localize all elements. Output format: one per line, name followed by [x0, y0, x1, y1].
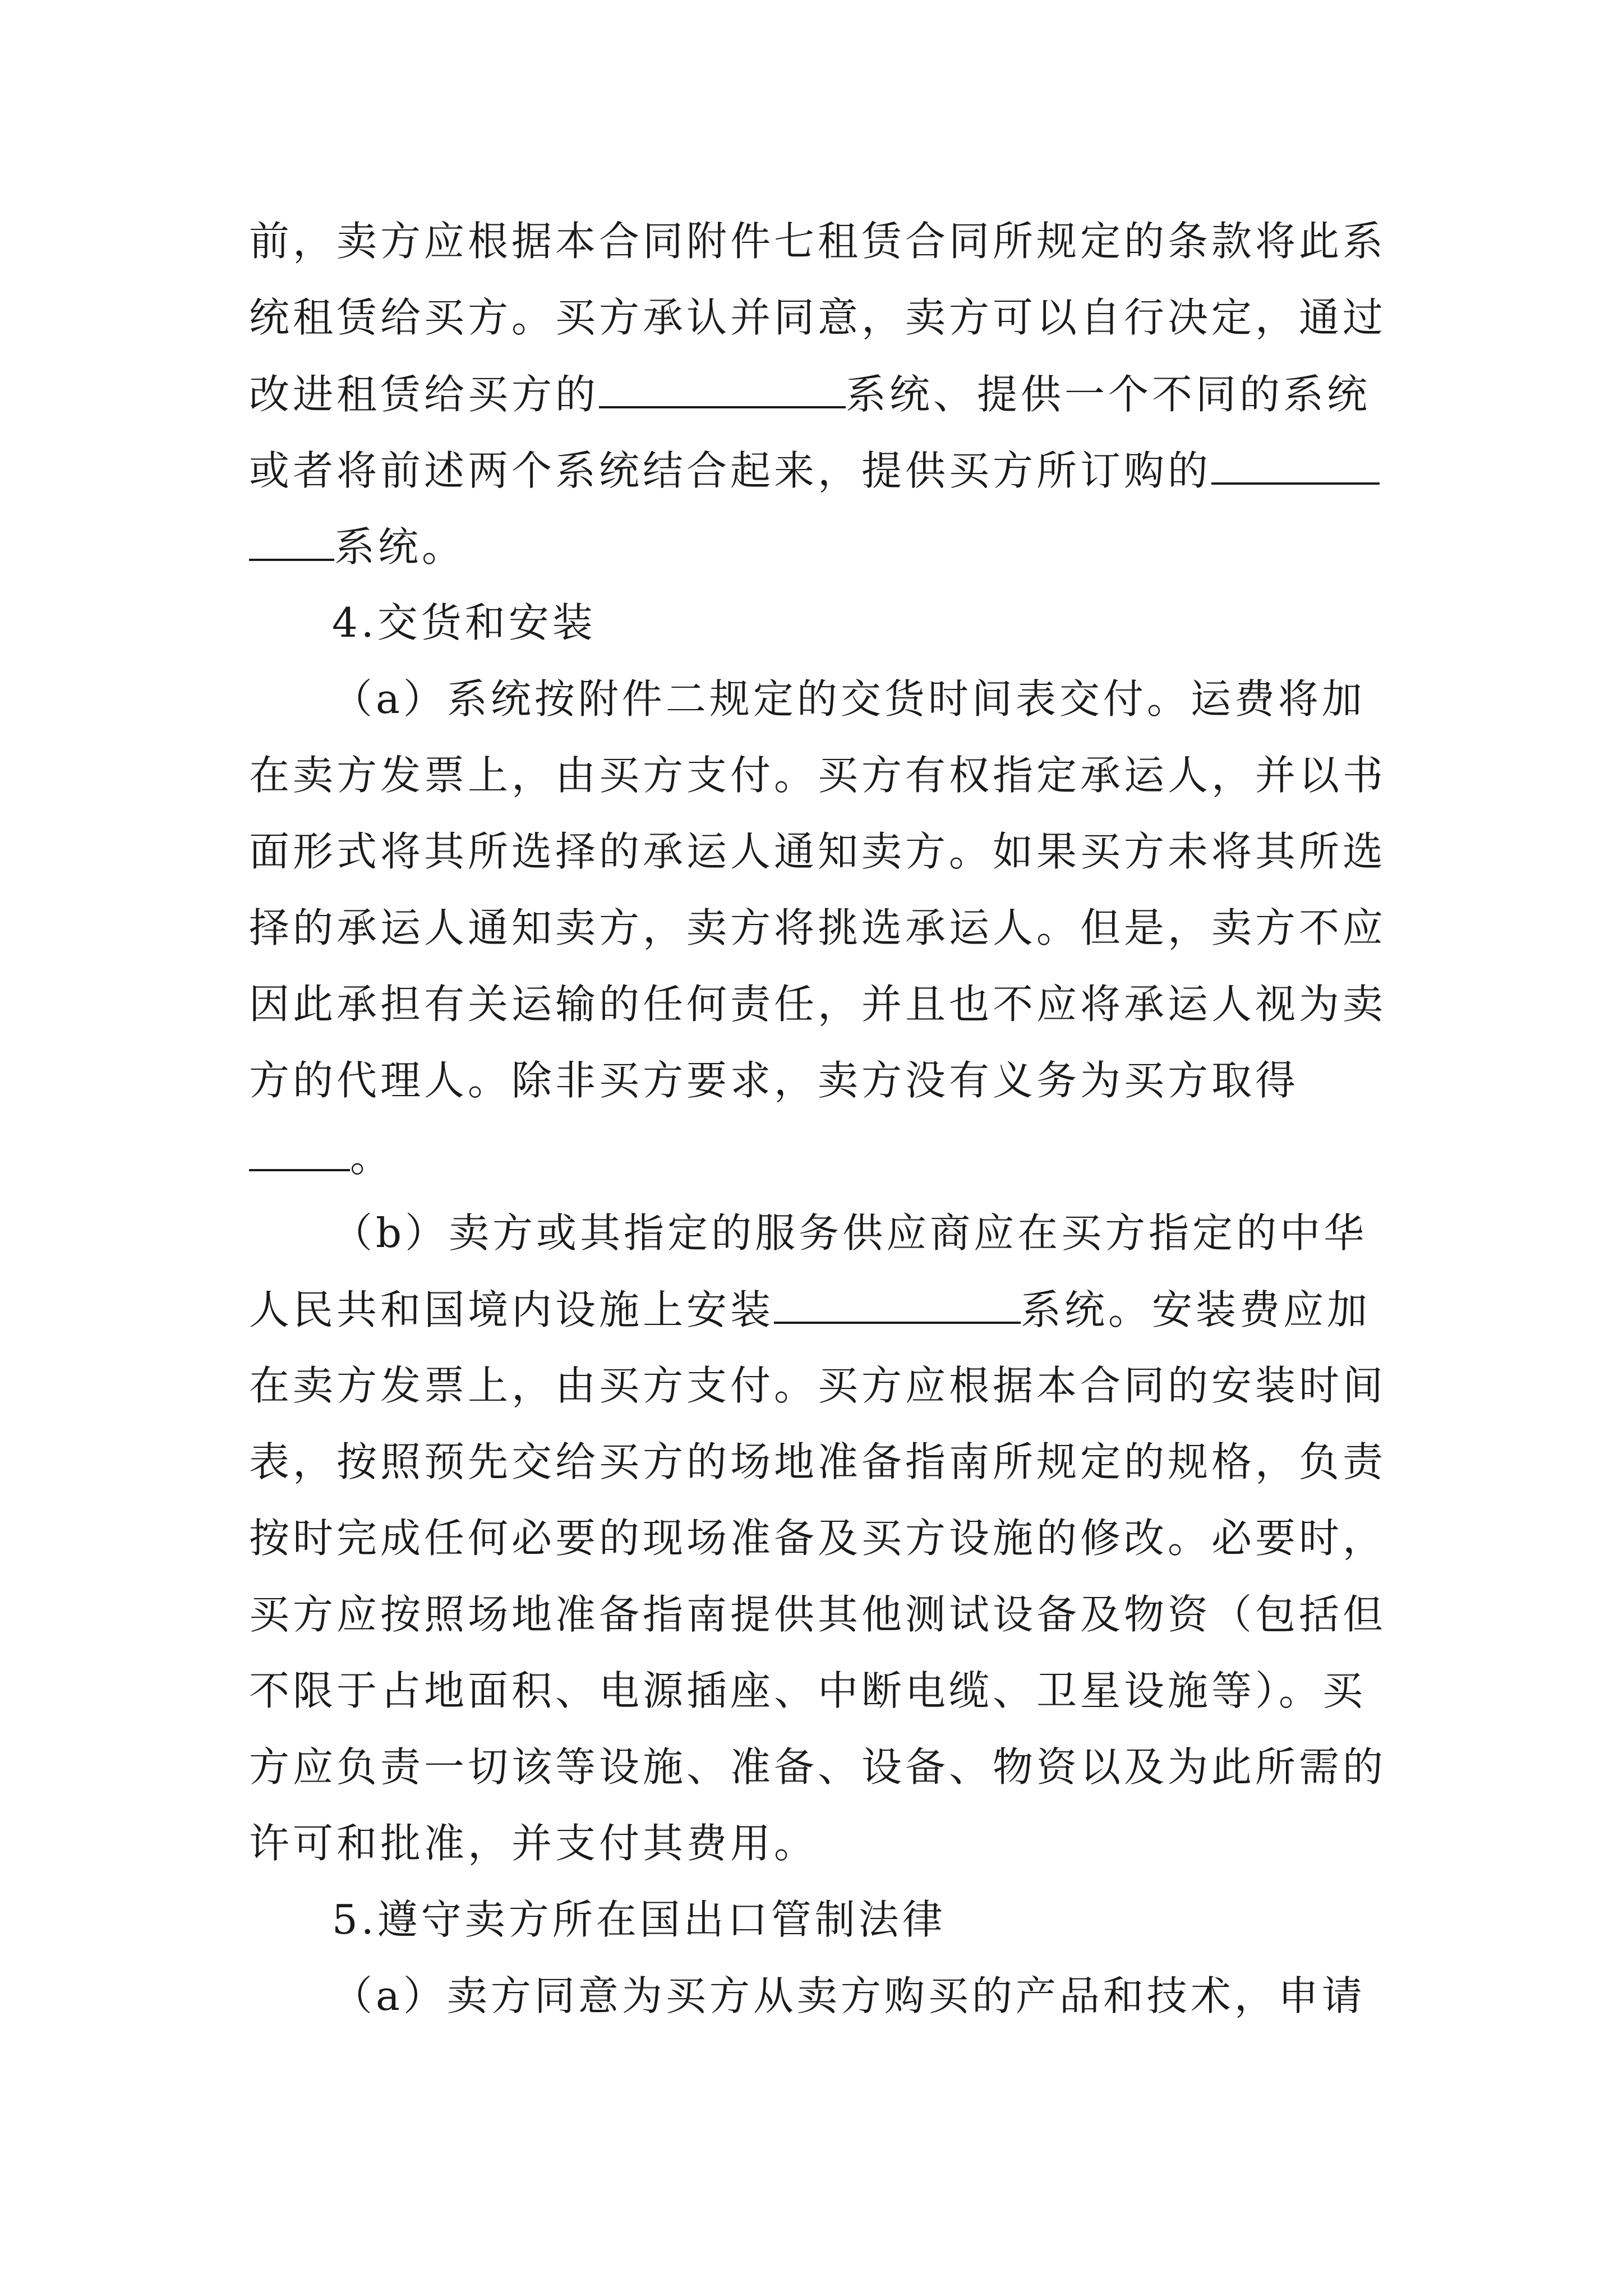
line-text: 人民共和国境内设施上安装	[249, 1286, 774, 1333]
paragraph-line: 许可和批准，并支付其费用。	[249, 1820, 818, 1867]
paragraph-line: 买方应按照场地准备指南提供其他测试设备及物资（包括但	[249, 1591, 1387, 1638]
paragraph-line: 按时完成任何必要的现场准备及买方设施的修改。必要时，	[249, 1515, 1387, 1562]
section-heading: 5.遵守卖方所在国出口管制法律	[332, 1896, 946, 1943]
paragraph-line: 择的承运人通知卖方，卖方将挑选承运人。但是，卖方不应	[249, 904, 1387, 951]
paragraph-line: 统租赁给买方。买方承认并同意，卖方可以自行决定，通过	[249, 294, 1387, 341]
paragraph-line: 不限于占地面积、电源插座、中断电缆、卫星设施等）。买	[249, 1667, 1367, 1714]
fill-blank	[599, 367, 846, 408]
fill-blank	[774, 1282, 1021, 1324]
fill-blank	[249, 519, 334, 561]
paragraph-line	[249, 1130, 394, 1184]
paragraph-line	[249, 519, 465, 573]
paragraph-line	[249, 1282, 1371, 1336]
fill-blank	[249, 1130, 350, 1171]
paragraph-line: （a）系统按附件二规定的交货时间表交付。运费将加	[332, 675, 1366, 723]
paragraph-line	[249, 443, 1380, 497]
line-text: 系统。	[334, 523, 466, 570]
line-text: 系统。安装费应加	[1021, 1286, 1371, 1333]
line-text: 改进租赁给买方的	[249, 371, 600, 418]
paragraph-line	[249, 367, 1371, 421]
paragraph-line: （a）卖方同意为买方从卖方购买的产品和技术，申请	[332, 1972, 1366, 2019]
line-text: 系统、提供一个不同的系统	[846, 371, 1371, 418]
paragraph-line: 面形式将其所选择的承运人通知卖方。如果买方未将其所选	[249, 828, 1387, 875]
section-heading: 4.交货和安装	[332, 599, 596, 646]
fill-blank	[1211, 443, 1380, 485]
line-text: 或者将前述两个系统结合起来，提供买方所订购的	[249, 447, 1212, 494]
paragraph-line: 方应负责一切该等设施、准备、设备、物资以及为此所需的	[249, 1743, 1387, 1791]
paragraph-line: 在卖方发票上，由买方支付。买方应根据本合同的安装时间	[249, 1362, 1387, 1409]
paragraph-line: 前，卖方应根据本合同附件七租赁合同所规定的条款将此系	[249, 218, 1387, 265]
paragraph-line: 表，按照预先交给买方的场地准备指南所规定的规格，负责	[249, 1438, 1387, 1485]
line-text: 。	[350, 1134, 394, 1181]
paragraph-line: 方的代理人。除非买方要求，卖方没有义务为买方取得	[249, 1057, 1299, 1104]
paragraph-line: 在卖方发票上，由买方支付。买方有权指定承运人，并以书	[249, 752, 1387, 799]
paragraph-line: （b）卖方或其指定的服务供应商应在买方指定的中华	[332, 1209, 1368, 1257]
paragraph-line: 因此承担有关运输的任何责任，并且也不应将承运人视为卖	[249, 981, 1387, 1028]
